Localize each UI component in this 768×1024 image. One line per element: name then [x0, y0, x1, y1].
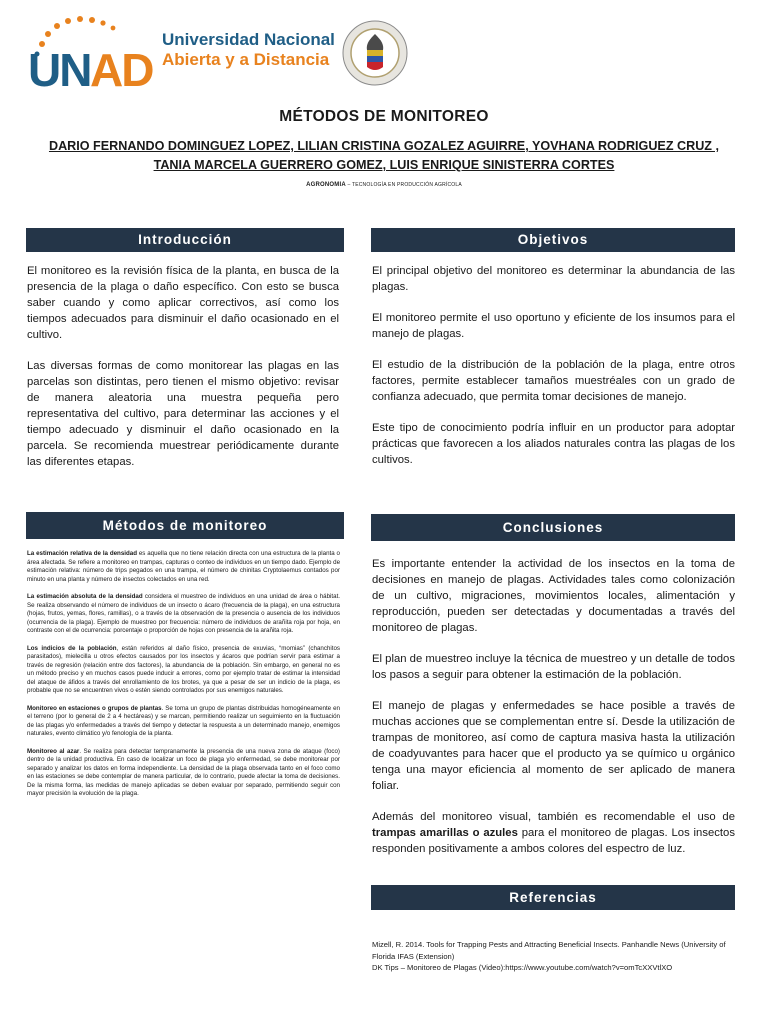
page-title: MÉTODOS DE MONITOREO: [279, 108, 489, 125]
introduccion-paragraph: Las diversas formas de como monitorear las plagas en las parcelas son distintas, pero tienen el mismo objetivo: revisar de manera aleatoria una muestra pequeña pero representativa del cultivo, para determinar las acciones y el tiempo adecuado y disminuir el daño ocasionado en la parcela. Se recomienda muestrear periódicamente durante las diferentes etapas.: [27, 360, 339, 468]
metodo-item-lead: Monitoreo al azar: [27, 747, 80, 755]
program-name: AGRONOMIA: [306, 182, 346, 188]
conclusiones-paragraph: El plan de muestreo incluye la técnica de muestreo y un detalle de todos los pasos a seguir para obtener la estimación de la población.: [372, 653, 735, 681]
program-line: [0, 182, 768, 188]
introduccion-body: [27, 263, 339, 485]
referencias-body: [372, 939, 735, 974]
metodo-item: [27, 705, 340, 739]
metodo-item-text: es aquella que no tiene relación directa con una estructura de la planta o área afectada. Se refiere a monitoreo en trampas, capturas o conteo de individuos en un tiempo dado. Ejemplo de estimación relativa: número de trips pegados en una trampa, el número de chinitas Cryptolaemus contados por minuto en una planta y número de insectos colectados en una red.: [27, 550, 341, 583]
conclusiones-body: [372, 556, 735, 872]
objetivos-paragraph: El estudio de la distribución de la población de la plaga, entre otros factores, permite establecer tamaños muestréales con un grado de confianza adecuado, que permita tomar decisiones de manejo.: [372, 359, 735, 403]
unad-logo: [22, 14, 162, 94]
metodo-item: [27, 748, 340, 799]
metodo-item: [27, 550, 340, 584]
svg-text:UN: UN: [28, 44, 91, 94]
conclusiones-paragraph: [372, 809, 735, 857]
metodo-item: [27, 645, 340, 696]
reference-item: Mizell, R. 2014. Tools for Trapping Pests and Attracting Beneficial Insects. Panhandle News (University of Florida IFAS (Extension): [372, 940, 726, 961]
conclusiones-paragraph: Es importante entender la actividad de los insectos en la toma de decisiones en manejo de plagas. Actividades tales como colonización de un cultivo, migraciones, movimientos locales, alimentación y reproducción, pueden ser detectadas y documentadas a través del monitoreo de plagas.: [372, 558, 735, 634]
metodos-body: [27, 550, 340, 808]
section-heading-conclusiones: Conclusiones: [371, 514, 735, 541]
metodo-item-lead: Monitoreo en estaciones o grupos de plantas: [27, 704, 162, 712]
conclusiones-paragraph: El manejo de plagas y enfermedades se hace posible a través de muchas acciones que se complementan entre sí. Desde la utilización de trampas de monitoreo, así como de captura masiva hasta la utilización de coadyuvantes para hacer que el producto ya se químico u orgánico tenga una mayor eficiencia al momento de ser aplicado de manera foliar.: [372, 700, 735, 792]
conclusiones-emphasis: trampas amarillas o azules: [372, 827, 518, 839]
conclusiones-text: para el monitoreo de plagas. Los insectos responden positivamente a ambos colores del espectro de luz.: [372, 827, 735, 855]
conclusiones-text: Además del monitoreo visual, también es recomendable el uso de: [372, 811, 735, 823]
university-line-1: Universidad Nacional: [162, 30, 335, 49]
metodo-item-lead: La estimación absoluta de la densidad: [27, 593, 143, 600]
authors: DARIO FERNANDO DOMINGUEZ LOPEZ, LILIAN CRISTINA GOZALEZ AGUIRRE, YOVHANA RODRIGUEZ CRUZ , TANIA MARCELA GUERRERO GOMEZ, LUIS ENRIQUE SINISTERRA CORTES: [48, 139, 720, 172]
metodo-item-text: . Se realiza para detectar tempranamente la presencia de una nueva zona de ataque (foco) dentro de la unidad productiva. En caso de localizar un foco de plaga y/o enfermedad, se debe monitorear por separado y analizar los datos en forma independiente. La densidad de la plaga observada tanto en el foco como en las estaciones se debe contemplar de manera particular, de lo contrario, puede afectar la toma de decisiones. De la misma forma, las medidas de manejo aplicadas se deben evaluar por separado, permitiendo seguir con mayor precisión la evolución de la plaga.: [27, 747, 340, 797]
svg-text:AD: AD: [90, 44, 153, 94]
metodo-item-text: considera el muestreo de individuos en una unidad de área o hábitat. Se realiza observando el número de individuos de un insecto o ácaro (frecuencia de la plaga), en una estructura (hojas, frutos, yemas, flores, ramillas), o a través de la observación de la presencia o ausencia de los individuos (ocurrencia de la plaga). Ejemplo de muestreo por frecuencia: número de individuos de arañita roja por hoja, en contraste con el de ocurrencia: porcentaje o proporción de hojas con presencia de la arañita roja.: [27, 593, 341, 634]
reference-item: DK Tips – Monitoreo de Plagas (Video):https://www.youtube.com/watch?v=omTcXXVtlXO: [372, 963, 673, 972]
section-heading-metodos: Métodos de monitoreo: [26, 512, 344, 539]
objetivos-paragraph: Este tipo de conocimiento podría influir en un productor para adoptar prácticas que favorecen a los aliados naturales contra las plagas de los cultivos.: [372, 422, 735, 466]
objetivos-body: [372, 263, 735, 483]
introduccion-paragraph: El monitoreo es la revisión física de la planta, en busca de la presencia de la plaga o daño específico. Con esto se busca saber cuando y como aplicar correctivos, así como los tiempos adecuados para disminuir el daño ocasionado en el cultivo.: [27, 265, 339, 341]
university-name: [162, 30, 335, 70]
objetivos-paragraph: El monitoreo permite el uso oportuno y eficiente de los insumos para el manejo de plagas.: [372, 312, 735, 340]
metodo-item: [27, 593, 340, 636]
section-heading-objetivos: Objetivos: [371, 228, 735, 252]
colombia-seal-icon: [342, 20, 408, 86]
metodo-item-lead: Los indicios de la población: [27, 644, 117, 652]
metodo-item-text: . Se toma un grupo de plantas distribuidas homogéneamente en el terreno (por lo general de 2 a 4 hectáreas) y se marcan, permitiendo realizar un seguimiento en la fluctuación de las plagas y/o enfermedades a través del tiempo y detectar la respuesta a un determinado manejo, enemigos naturales, evento climático y/o fenología de la planta.: [27, 704, 340, 737]
section-heading-introduccion: Introducción: [26, 228, 344, 252]
university-line-2: Abierta y a Distancia: [162, 50, 330, 69]
section-heading-referencias: Referencias: [371, 885, 735, 910]
metodo-item-text: , están referidos al daño físico, presencia de exuvias, “momias” (chanchitos parasitados), mielecilla u otros efectos causados por los insectos y ácaros que podrían servir para estimar a través de regresión (relación entre dos factores), la abundancia de la población. Sin embargo, en general no es un método preciso y en muchos casos puede inducir a errores, como por ejemplo tratar de estimar la intensidad del ataque de áfidos a través del enrollamiento de los brotes, ya que a pesar de ser un indicio de la plaga, es probable que no se encuentren vivos o estén siendo controlados por sus enemigos naturales.: [27, 644, 340, 694]
program-subtitle: – TECNOLOGÍA EN PRODUCCIÓN AGRÍCOLA: [345, 182, 462, 188]
objetivos-paragraph: El principal objetivo del monitoreo es determinar la abundancia de las plagas.: [372, 265, 735, 293]
metodo-item-lead: La estimación relativa de la densidad: [27, 550, 137, 557]
